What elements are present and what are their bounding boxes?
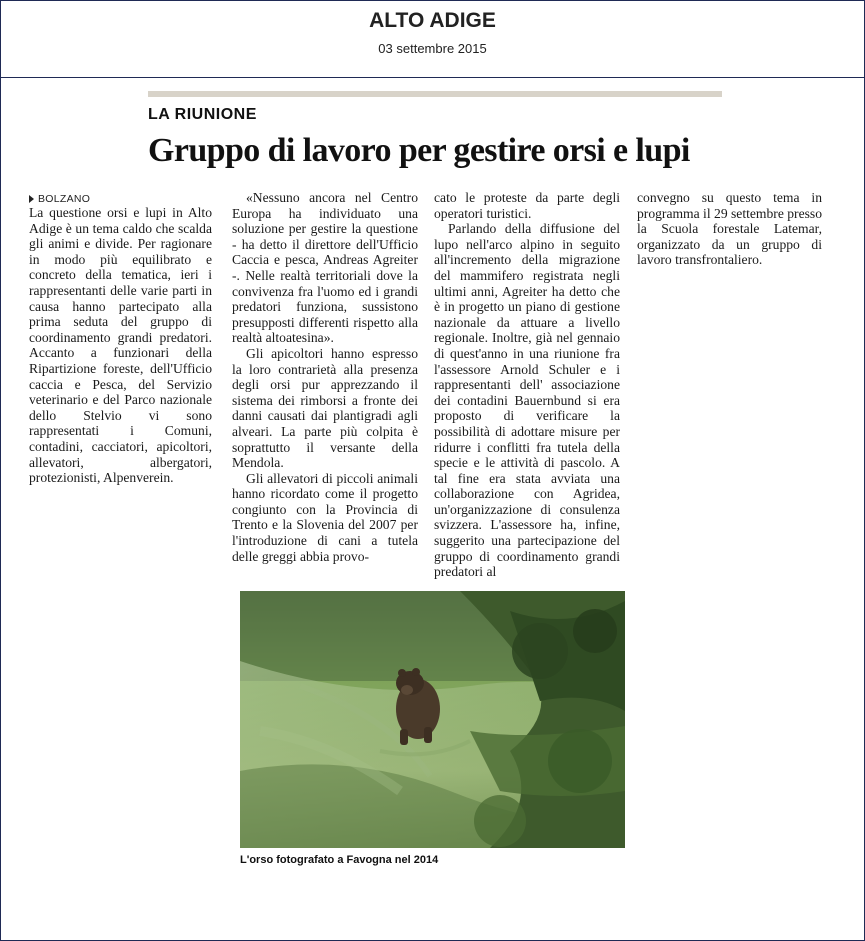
paragraph: Gli allevatori di piccoli animali hanno ricordato come il progetto congiunto con la Provincia di Trento e la Slovenia del 2007 per l'introduzione di cani a tutela delle greggi abbia provo-	[232, 470, 418, 564]
paragraph: «Nessuno ancora nel Centro Europa ha individuato una soluzione per gestire la questione - ha detto il direttore dell'Ufficio Caccia e pesca, Andreas Agreiter -. Nelle realtà territoriali dove la convivenza fra l'uomo ed i grandi predatori funziona, sussistono presupposti differenti rispetto alla realtà altoatesina».	[232, 190, 418, 346]
triangle-icon	[29, 195, 34, 203]
paragraph: cato le proteste da parte degli operatori turistici.	[434, 190, 620, 221]
dateline-text: BOLZANO	[38, 193, 91, 205]
newspaper-name: ALTO ADIGE	[369, 9, 496, 32]
paragraph: Gli apicoltori hanno espresso la loro contrarietà alla presenza degli orsi pur apprezzando il sistema dei rimborsi a fronte dei danni causati dai plantigradi agli alveari. La parte più colpita è soprattutto il versante della Mendola.	[232, 345, 418, 471]
section-rule	[148, 91, 722, 97]
bear-meadow-photo	[240, 591, 625, 848]
paragraph: La questione orsi e lupi in Alto Adige è un tema caldo che scalda gli animi e divide. Per ragionare in modo più equilibrato e concreto della tematica, ieri i rappresentanti delle varie parti in causa hanno partecipato alla prima seduta del gruppo di coordinamento grandi predatori. Accanto a funzionari della Ripartizione foreste, dell'Ufficio caccia e Pesca, del Servizio veterinario e del Parco nazionale dello Stelvio vi sono rappresentati i Comuni, contadini, cacciatori, apicoltori, allevatori, albergatori, protezionisti, Alpenverein.	[29, 205, 212, 486]
masthead	[0, 0, 865, 78]
article-headline: Gruppo di lavoro per gestire orsi e lupi	[148, 132, 690, 169]
paragraph: Parlando della diffusione del lupo nell'arco alpino in seguito all'incremento della migrazione del mammifero registrata negli ultimi anni, Agreiter ha detto che è in progetto un piano di gestione nazionale da attuare a livello regionale. Inoltre, già nel gennaio di quest'anno in una riunione fra l'assessore Arnold Schuler e i rappresentanti dell' associazione dei contadini Bauernbund si era proposto di verificare la possibilità di adottare misure per ridurre i conflitti fra tutela della specie e le attività di pascolo. A tal fine era stata avviata una collaborazione con Agridea, un'organizzazione di consulenza svizzera. L'assessore ha, infine, suggerito una partecipazione del gruppo di coordinamento grandi predatori al	[434, 221, 620, 580]
publication-date: 03 settembre 2015	[378, 41, 487, 56]
paragraph: convegno su questo tema in programma il 29 settembre presso la Scuola forestale Latemar, organizzato da un gruppo di lavoro transfrontaliero.	[637, 190, 822, 268]
article-column-2	[232, 190, 418, 564]
article-kicker: LA RIUNIONE	[148, 106, 257, 123]
article-column-3	[434, 190, 620, 580]
article-column-1	[29, 205, 212, 486]
dateline	[29, 193, 90, 205]
article-column-4	[637, 190, 822, 268]
photo-caption: L'orso fotografato a Favogna nel 2014	[240, 854, 439, 866]
